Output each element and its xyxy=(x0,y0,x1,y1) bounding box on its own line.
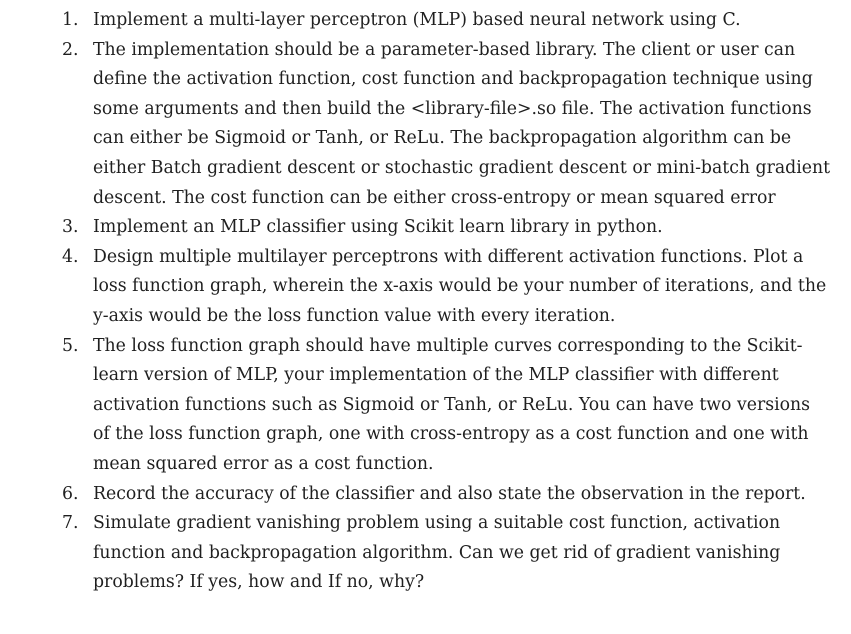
list-item-text: Design multiple multilayer perceptrons with different activation functions. Plot a loss function graph, wherein the x-axis would be your number of iterations, and the y-axis would be the loss function value with every iteration. xyxy=(93,246,827,326)
list-item-text: Record the accuracy of the classifier and also state the observation in the report. xyxy=(93,483,806,504)
list-item-number: 1. xyxy=(62,10,79,30)
list-item xyxy=(0,509,831,598)
list-item xyxy=(0,213,831,243)
list-item xyxy=(0,332,831,480)
list-item-number: 5. xyxy=(62,335,79,356)
list-item-number: 6. xyxy=(62,483,79,504)
list-item-text: Implement an MLP classifier using Scikit learn library in python. xyxy=(93,217,663,238)
list-item-number: 3. xyxy=(62,217,79,238)
list-item-number: 2. xyxy=(62,39,79,60)
list-item xyxy=(0,243,831,332)
list-item xyxy=(0,6,831,36)
list-item-text: The loss function graph should have multiple curves corresponding to the Scikit-learn version of MLP, your implementation of the MLP classifier with different activation functions such as Sigmoid or Tanh, or ReLu. You can have two versions of the loss function graph, one with cross-entropy as a cost function and one with mean squared error as a cost function. xyxy=(93,335,811,474)
list-item xyxy=(0,36,831,214)
task-list xyxy=(0,6,831,598)
list-item-text: The implementation should be a parameter-based library. The client or user can define the activation function, cost function and backpropagation technique using some arguments and then build the <library-file>.so file. The activation functions can either be Sigmoid or Tanh, or ReLu. The backpropagation algorithm can be either Batch gradient descent or stochastic gradient descent or mini-batch gradient descent. The cost function can be either cross-entropy or mean squared error xyxy=(93,39,831,208)
list-item-number: 4. xyxy=(62,246,79,267)
list-item-number: 7. xyxy=(62,513,79,534)
list-item xyxy=(0,480,831,510)
list-item-text: Implement a multi-layer perceptron (MLP) based neural network using C. xyxy=(93,10,741,30)
list-item-text: Simulate gradient vanishing problem using a suitable cost function, activation function and backpropagation algorithm. Can we get rid of gradient vanishing problems? If yes, how and If no, why? xyxy=(93,513,781,593)
